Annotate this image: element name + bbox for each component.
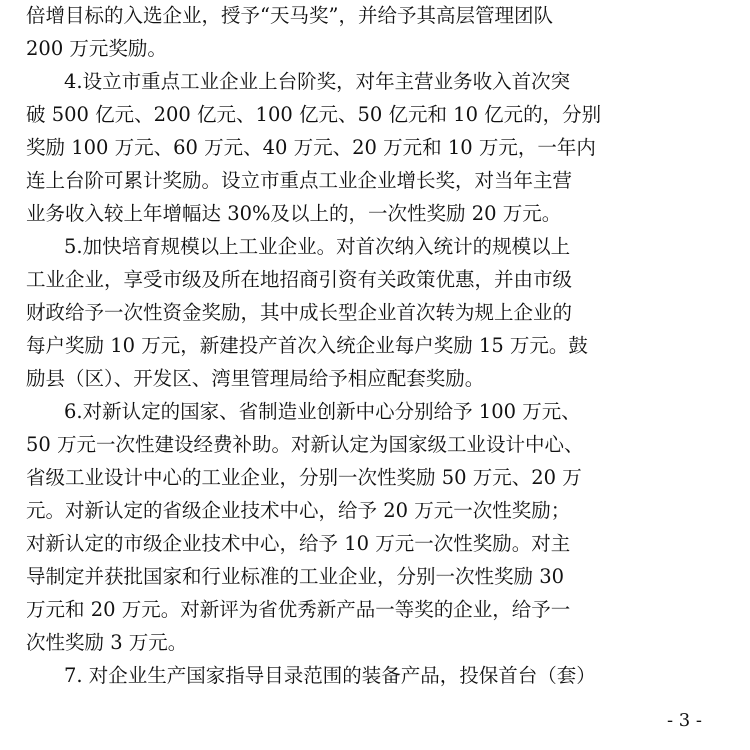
paragraph-5-line-5: 励县（区）、开发区、湾里管理局给予相应配套奖励。: [26, 367, 485, 390]
paragraph-6-line-3: 省级工业设计中心的工业企业，分别一次性奖励 50 万元、20 万: [26, 466, 582, 489]
text-line-1: 倍增目标的入选企业，授予“天马奖”，并给予其高层管理团队: [26, 4, 553, 27]
paragraph-4-line-5: 业务收入较上年增幅达 30%及以上的，一次性奖励 20 万元。: [26, 202, 562, 225]
paragraph-6-line-8: 次性奖励 3 万元。: [26, 631, 188, 654]
text-line-2: 200 万元奖励。: [26, 37, 167, 60]
paragraph-4-line-3: 奖励 100 万元、60 万元、40 万元、20 万元和 10 万元，一年内: [26, 136, 596, 159]
paragraph-5-line-1: 5.加快培育规模以上工业企业。对首次纳入统计的规模以上: [64, 235, 571, 258]
page-number: - 3 -: [666, 710, 702, 731]
paragraph-4-line-1: 4.设立市重点工业企业上台阶奖，对年主营业务收入首次突: [64, 70, 571, 93]
paragraph-6-line-6: 导制定并获批国家和行业标准的工业企业，分别一次性奖励 30: [26, 565, 565, 588]
paragraph-5-line-4: 每户奖励 10 万元，新建投产首次入统企业每户奖励 15 万元。鼓: [26, 334, 588, 357]
paragraph-6-line-4: 元。对新认定的省级企业技术中心，给予 20 万元一次性奖励；: [26, 499, 571, 522]
paragraph-6-line-7: 万元和 20 万元。对新评为省优秀新产品一等奖的企业，给予一: [26, 598, 571, 621]
paragraph-7-line-1: 7. 对企业生产国家指导目录范围的装备产品，投保首台（套）: [64, 664, 596, 687]
paragraph-6-line-5: 对新认定的市级企业技术中心，给予 10 万元一次性奖励。对主: [26, 532, 571, 555]
paragraph-4-line-2: 破 500 亿元、200 亿元、100 亿元、50 亿元和 10 亿元的，分别: [26, 103, 602, 126]
paragraph-6-line-1: 6.对新认定的国家、省制造业创新中心分别给予 100 万元、: [64, 400, 581, 423]
paragraph-4-line-4: 连上台阶可累计奖励。设立市重点工业企业增长奖，对当年主营: [26, 169, 573, 192]
paragraph-5-line-3: 财政给予一次性资金奖励，其中成长型企业首次转为规上企业的: [26, 301, 573, 324]
paragraph-5-line-2: 工业企业，享受市级及所在地招商引资有关政策优惠，并由市级: [26, 268, 573, 291]
paragraph-6-line-2: 50 万元一次性建设经费补助。对新认定为国家级工业设计中心、: [26, 433, 584, 456]
